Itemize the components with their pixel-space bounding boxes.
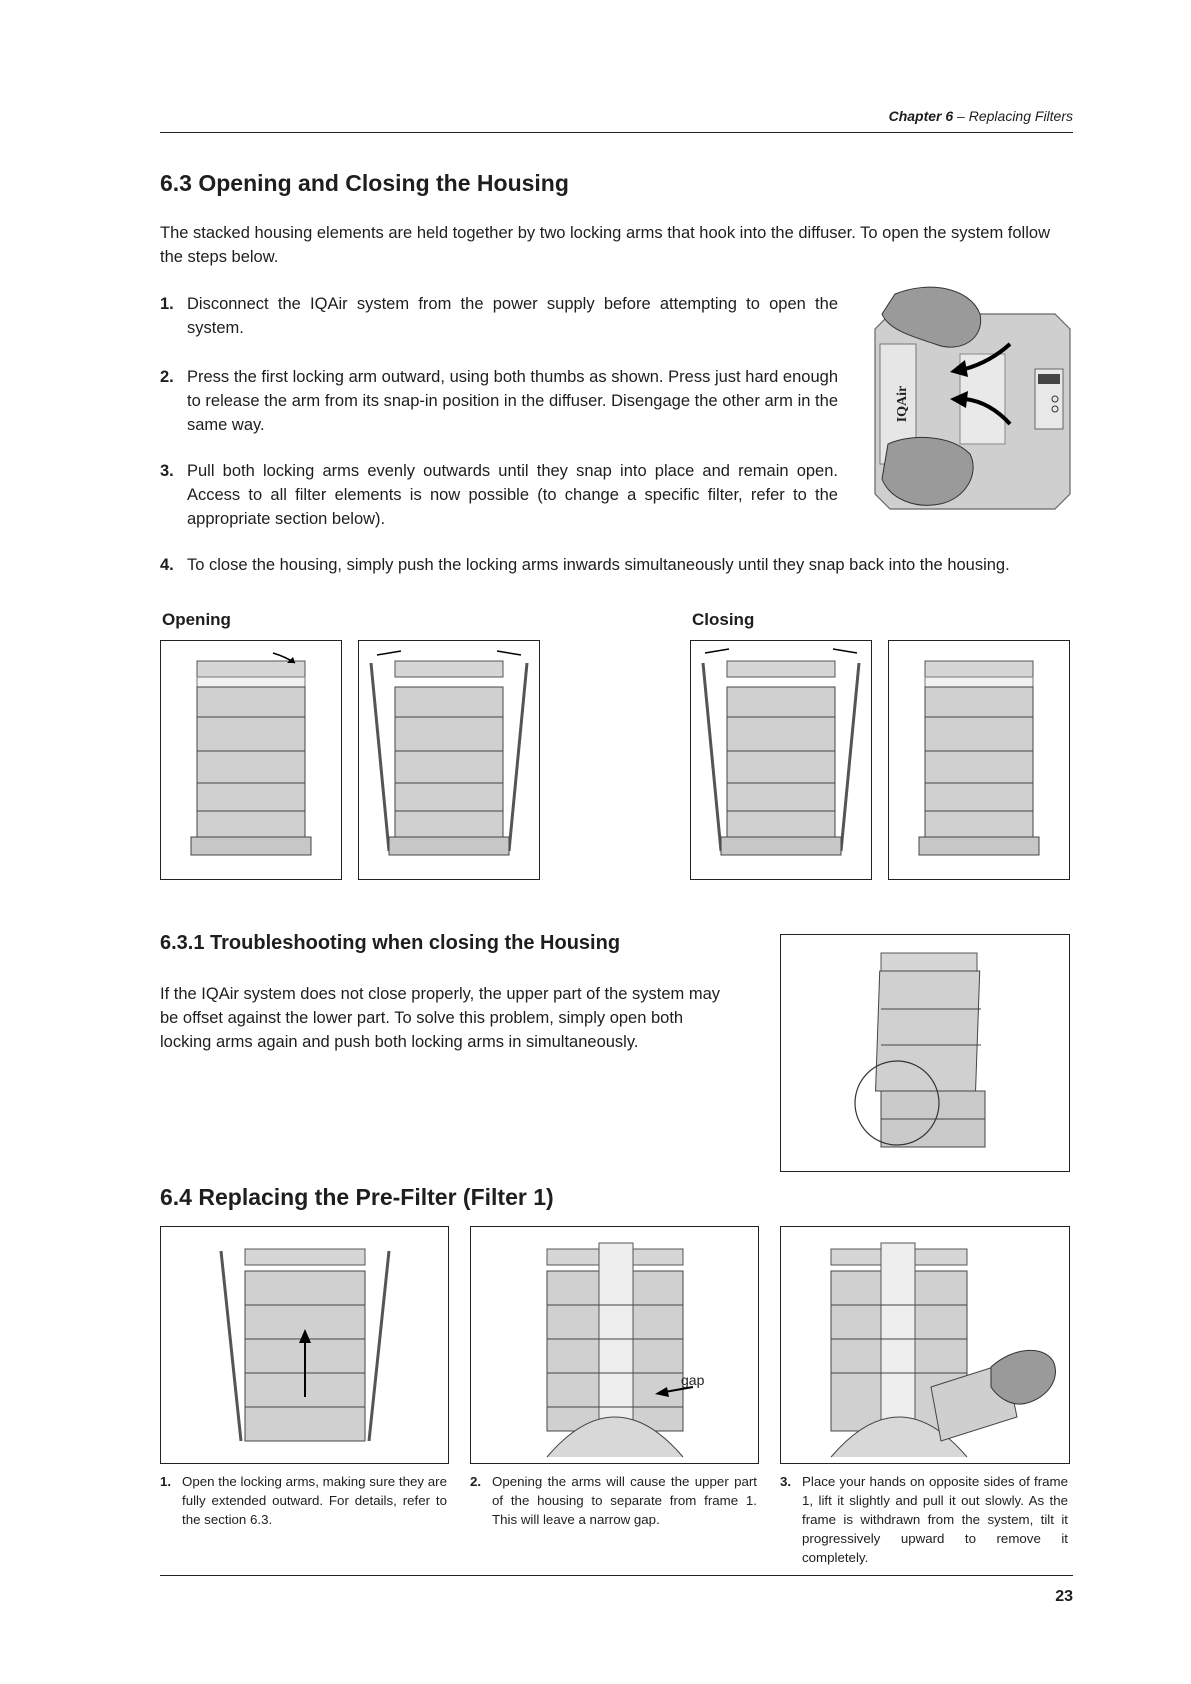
step-text: Disconnect the IQAir system from the power supply before attempting to open the system. [187,295,838,337]
gap-label: gap [681,1372,705,1388]
caption-text: Open the locking arms, making sure they are fully extended outward. For details, refer to the section 6.3. [182,1474,447,1527]
step-2 [160,365,838,437]
step-1 [160,292,838,340]
opening-figure-closed [160,640,342,880]
step-text: Pull both locking arms evenly outwards until they snap into place and remain open. Access to all filter elements is now possible (to change a specific filter, refer to the appropriate section below). [187,462,838,528]
section-6-3-intro: The stacked housing elements are held together by two locking arms that hook into the diffuser. To open the system follow the steps below. [160,224,1050,266]
section-6-4-title: 6.4 Replacing the Pre-Filter (Filter 1) [160,1184,554,1210]
section-6-3-1-title: 6.3.1 Troubleshooting when closing the Housing [160,932,621,954]
section-6-3-1-text: If the IQAir system does not close properly, the upper part of the system may be offset against the lower part. To solve this problem, simply open both locking arms again and push both locking arms in simultaneously. [160,985,721,1051]
step-text: To close the housing, simply push the locking arms inwards simultaneously until they snap back into the housing. [187,556,1010,574]
caption-number: 1. [160,1474,172,1489]
step-number: 1. [160,295,174,313]
closing-figure-open [690,640,872,880]
troubleshooting-figure [780,934,1070,1172]
step-3 [160,459,838,531]
iqair-logo: IQAir [895,385,910,423]
prefilter-figure-3 [780,1226,1070,1464]
caption-text: Place your hands on opposite sides of frame 1, lift it slightly and pull it out slowly. As the frame is withdrawn from the system, tilt it progressively upward to remove it completely. [802,1474,1068,1565]
caption-2 [470,1472,757,1529]
caption-number: 3. [780,1474,792,1489]
prefilter-figure-2 [470,1226,759,1464]
step-number: 3. [160,462,174,480]
hands-device-illustration [870,284,1073,522]
prefilter-figure-1 [160,1226,449,1464]
caption-number: 2. [470,1474,482,1489]
section-6-3-title: 6.3 Opening and Closing the Housing [160,170,569,196]
opening-figure-open [358,640,540,880]
step-4 [160,553,1080,577]
header-rule [160,132,1073,133]
chapter-subtitle: – Replacing Filters [953,108,1073,124]
closing-label: Closing [692,610,755,629]
page-number: 23 [1055,1588,1073,1605]
chapter-header [889,108,1073,124]
step-number: 4. [160,556,174,574]
caption-1 [160,1472,447,1529]
chapter-label: Chapter 6 [888,108,954,124]
step-number: 2. [160,368,174,386]
footer-rule [160,1575,1073,1576]
closing-figure-closed [888,640,1070,880]
caption-3 [780,1472,1068,1567]
opening-label: Opening [162,610,231,629]
caption-text: Opening the arms will cause the upper part of the housing to separate from frame 1. This will leave a narrow gap. [492,1474,757,1527]
step-text: Press the first locking arm outward, using both thumbs as shown. Press just hard enough to release the arm from its snap-in position in the diffuser. Disengage the other arm in the same way. [187,368,838,434]
